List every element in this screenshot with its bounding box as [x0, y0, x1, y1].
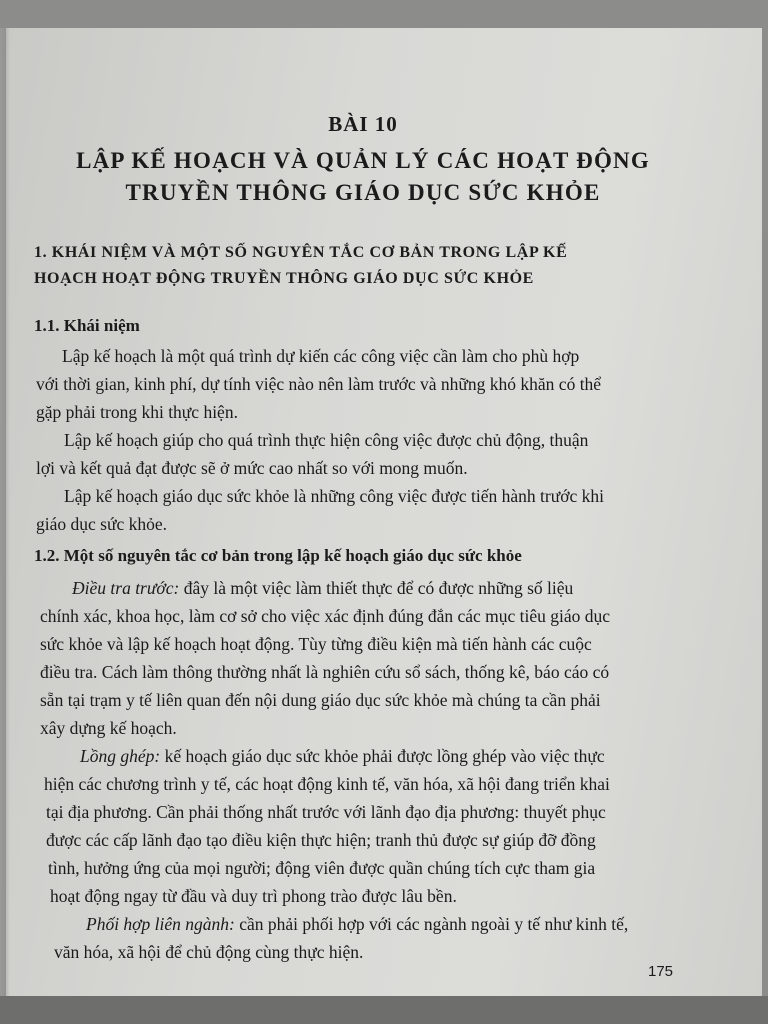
- paragraph-line: hoạt động ngay từ đầu và duy trì phong trào được lâu bền.: [50, 886, 457, 906]
- paragraph-line: Điều tra trước: đây là một việc làm thiết thực để có được những số liệu: [72, 578, 574, 598]
- page-edge-shadow: [0, 28, 10, 996]
- paragraph-line: gặp phải trong khi thực hiện.: [36, 402, 238, 422]
- paragraph-line: xây dựng kế hoạch.: [40, 718, 177, 738]
- paragraph-line: văn hóa, xã hội để chủ động cùng thực hiện.: [54, 942, 364, 962]
- lesson-title-line-1: LẬP KẾ HOẠCH VÀ QUẢN LÝ CÁC HOẠT ĐỘNG: [76, 148, 650, 173]
- paragraph-line: Lồng ghép: kế hoạch giáo dục sức khỏe phải được lồng ghép vào việc thực: [80, 746, 605, 766]
- paragraph-line: sức khỏe và lập kế hoạch hoạt động. Tùy từng điều kiện mà tiến hành các cuộc: [40, 634, 592, 654]
- section-1-heading-line-2: HOẠCH HOẠT ĐỘNG TRUYỀN THÔNG GIÁO DỤC SỨC KHỎE: [34, 270, 534, 287]
- paragraph-line: sẵn tại trạm y tế liên quan đến nội dung giáo dục sức khỏe mà chúng ta cần phải: [40, 690, 601, 710]
- section-1-heading-line-1: 1. KHÁI NIỆM VÀ MỘT SỐ NGUYÊN TẮC CƠ BẢN TRONG LẬP KẾ: [34, 244, 568, 261]
- paragraph-line: giáo dục sức khỏe.: [36, 514, 167, 534]
- paragraph-line: Phối hợp liên ngành: cần phải phối hợp với các ngành ngoài y tế như kinh tế,: [86, 914, 629, 934]
- subsection-1-1-heading: 1.1. Khái niệm: [34, 316, 140, 335]
- term-phoi-hop-lien-nganh: Phối hợp liên ngành:: [86, 914, 235, 934]
- lesson-number: BÀI 10: [328, 112, 398, 136]
- background-surface: [0, 996, 768, 1024]
- paragraph-line: Lập kế hoạch là một quá trình dự kiến các công việc cần làm cho phù hợp: [62, 346, 580, 366]
- paragraph-line: điều tra. Cách làm thông thường nhất là nghiên cứu sổ sách, thống kê, báo cáo có: [40, 662, 610, 682]
- term-dieu-tra-truoc: Điều tra trước:: [72, 578, 180, 598]
- paragraph-line: lợi và kết quả đạt được sẽ ở mức cao nhất so với mong muốn.: [36, 458, 468, 478]
- paragraph-line: Lập kế hoạch giáo dục sức khỏe là những công việc được tiến hành trước khi: [64, 486, 604, 506]
- paragraph-line: Lập kế hoạch giúp cho quá trình thực hiện công việc được chủ động, thuận: [64, 430, 589, 450]
- lesson-title-line-2: TRUYỀN THÔNG GIÁO DỤC SỨC KHỎE: [125, 180, 601, 205]
- page-number: 175: [648, 963, 674, 980]
- book-page: [6, 28, 762, 996]
- paragraph-line: tình, hưởng ứng của mọi người; động viên được quần chúng tích cực tham gia: [48, 858, 596, 878]
- term-long-ghep: Lồng ghép:: [80, 746, 161, 766]
- paragraph-line: với thời gian, kinh phí, dự tính việc nào nên làm trước và những khó khăn có thể: [36, 374, 602, 394]
- paragraph-line: tại địa phương. Cần phải thống nhất trước với lãnh đạo địa phương: thuyết phục: [46, 802, 606, 822]
- paragraph-line: được các cấp lãnh đạo tạo điều kiện thực hiện; tranh thủ được sự giúp đỡ đồng: [46, 830, 596, 850]
- paragraph-line: chính xác, khoa học, làm cơ sở cho việc xác định đúng đắn các mục tiêu giáo dục: [40, 606, 611, 626]
- paragraph-line: hiện các chương trình y tế, các hoạt động kinh tế, văn hóa, xã hội đang triển khai: [44, 774, 610, 794]
- subsection-1-2-heading: 1.2. Một số nguyên tắc cơ bản trong lập kế hoạch giáo dục sức khỏe: [34, 546, 522, 565]
